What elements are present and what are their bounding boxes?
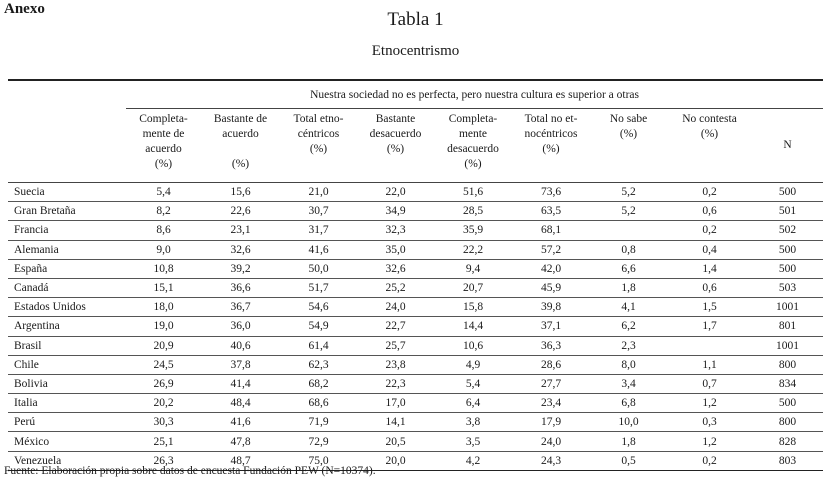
value-cell: 27,7 — [512, 374, 590, 393]
value-cell: 500 — [752, 394, 823, 413]
value-cell: 40,6 — [201, 336, 280, 355]
value-cell: 6,8 — [590, 394, 667, 413]
value-cell: 17,9 — [512, 413, 590, 432]
column-header — [280, 109, 357, 183]
value-cell: 10,0 — [590, 413, 667, 432]
value-cell: 500 — [752, 259, 823, 278]
value-cell: 37,1 — [512, 317, 590, 336]
column-header — [512, 109, 590, 183]
value-cell: 22,7 — [357, 317, 434, 336]
value-cell: 36,0 — [201, 317, 280, 336]
value-cell: 5,4 — [126, 183, 201, 202]
value-cell: 50,0 — [280, 259, 357, 278]
country-column-header — [8, 109, 126, 183]
value-cell: 1,4 — [667, 259, 752, 278]
value-cell: 48,4 — [201, 394, 280, 413]
column-header-label: No sabe — [609, 113, 648, 125]
value-cell: 8,6 — [126, 221, 201, 240]
annex-label: Anexo — [4, 1, 45, 17]
value-cell: 32,6 — [201, 240, 280, 259]
country-cell: Perú — [8, 413, 126, 432]
column-header — [752, 109, 823, 183]
value-cell: 0,6 — [667, 202, 752, 221]
table-row — [8, 278, 823, 297]
value-cell: 5,4 — [434, 374, 512, 393]
value-cell: 1,8 — [590, 278, 667, 297]
value-cell: 5,2 — [590, 202, 667, 221]
value-cell: 23,1 — [201, 221, 280, 240]
value-cell: 0,7 — [667, 374, 752, 393]
value-cell — [590, 221, 667, 240]
value-cell: 1,2 — [667, 394, 752, 413]
column-header — [201, 109, 280, 183]
table-body — [8, 183, 823, 471]
value-cell: 72,9 — [280, 432, 357, 451]
ethnocentrism-table — [8, 79, 823, 471]
value-cell: 17,0 — [357, 394, 434, 413]
value-cell: 63,5 — [512, 202, 590, 221]
column-header-unit: (%) — [231, 158, 250, 170]
column-header-unit: (%) — [464, 158, 482, 170]
column-header-unit: (%) — [154, 158, 173, 170]
value-cell: 25,7 — [357, 336, 434, 355]
column-header — [434, 109, 512, 183]
value-cell: 0,4 — [667, 240, 752, 259]
value-cell: 22,2 — [434, 240, 512, 259]
value-cell: 25,1 — [126, 432, 201, 451]
country-cell: Argentina — [8, 317, 126, 336]
value-cell: 25,2 — [357, 278, 434, 297]
value-cell: 15,8 — [434, 298, 512, 317]
column-header — [590, 109, 667, 183]
value-cell: 21,0 — [280, 183, 357, 202]
value-cell: 36,7 — [201, 298, 280, 317]
column-header — [357, 109, 434, 183]
value-cell: 20,7 — [434, 278, 512, 297]
column-header-label: Total etno- céntricos — [293, 113, 344, 140]
value-cell: 19,0 — [126, 317, 201, 336]
value-cell: 8,0 — [590, 355, 667, 374]
value-cell: 500 — [752, 240, 823, 259]
value-cell: 36,6 — [201, 278, 280, 297]
value-cell: 24,0 — [357, 298, 434, 317]
value-cell: 4,2 — [434, 451, 512, 470]
table-row — [8, 240, 823, 259]
value-cell: 23,8 — [357, 355, 434, 374]
value-cell: 41,6 — [201, 413, 280, 432]
value-cell: 34,9 — [357, 202, 434, 221]
value-cell: 15,6 — [201, 183, 280, 202]
value-cell: 24,5 — [126, 355, 201, 374]
value-cell: 800 — [752, 355, 823, 374]
value-cell: 828 — [752, 432, 823, 451]
value-cell: 800 — [752, 413, 823, 432]
column-header-label: Completa- mente desacuerdo — [447, 113, 499, 155]
value-cell: 2,3 — [590, 336, 667, 355]
value-cell: 22,0 — [357, 183, 434, 202]
value-cell: 0,5 — [590, 451, 667, 470]
value-cell — [667, 336, 752, 355]
country-cell: Estados Unidos — [8, 298, 126, 317]
value-cell: 801 — [752, 317, 823, 336]
value-cell: 18,0 — [126, 298, 201, 317]
value-cell: 26,3 — [126, 451, 201, 470]
table-row — [8, 298, 823, 317]
column-header-unit: (%) — [542, 143, 560, 155]
column-header-unit: (%) — [386, 143, 405, 155]
value-cell: 54,6 — [280, 298, 357, 317]
country-cell: Venezuela — [8, 451, 126, 470]
value-cell: 0,2 — [667, 451, 752, 470]
value-cell: 23,4 — [512, 394, 590, 413]
country-cell: Brasil — [8, 336, 126, 355]
value-cell: 1,2 — [667, 432, 752, 451]
table-row — [8, 432, 823, 451]
column-header-label: No contesta — [682, 113, 737, 125]
country-cell: Bolivia — [8, 374, 126, 393]
value-cell: 32,3 — [357, 221, 434, 240]
table-row — [8, 394, 823, 413]
value-cell: 1,5 — [667, 298, 752, 317]
value-cell: 10,8 — [126, 259, 201, 278]
table-row — [8, 336, 823, 355]
value-cell: 0,6 — [667, 278, 752, 297]
value-cell: 73,6 — [512, 183, 590, 202]
value-cell: 20,0 — [357, 451, 434, 470]
value-cell: 502 — [752, 221, 823, 240]
value-cell: 41,6 — [280, 240, 357, 259]
value-cell: 45,9 — [512, 278, 590, 297]
value-cell: 22,6 — [201, 202, 280, 221]
value-cell: 8,2 — [126, 202, 201, 221]
value-cell: 0,3 — [667, 413, 752, 432]
value-cell: 68,2 — [280, 374, 357, 393]
value-cell: 501 — [752, 202, 823, 221]
value-cell: 35,0 — [357, 240, 434, 259]
value-cell: 10,6 — [434, 336, 512, 355]
column-header-label: Bastante de acuerdo — [213, 113, 268, 140]
country-cell: Suecia — [8, 183, 126, 202]
value-cell: 3,8 — [434, 413, 512, 432]
value-cell: 6,4 — [434, 394, 512, 413]
value-cell: 6,2 — [590, 317, 667, 336]
value-cell: 30,7 — [280, 202, 357, 221]
table-row — [8, 259, 823, 278]
value-cell: 68,1 — [512, 221, 590, 240]
value-cell: 1,7 — [667, 317, 752, 336]
value-cell: 500 — [752, 183, 823, 202]
column-header-label: Total no et- nocéntricos — [524, 113, 578, 140]
value-cell: 71,9 — [280, 413, 357, 432]
value-cell: 14,1 — [357, 413, 434, 432]
value-cell: 24,0 — [512, 432, 590, 451]
table-row — [8, 202, 823, 221]
value-cell: 15,1 — [126, 278, 201, 297]
column-header-label: Bastante desacuerdo — [369, 113, 422, 140]
value-cell: 28,5 — [434, 202, 512, 221]
header-blank-cell — [8, 80, 126, 109]
value-cell: 20,5 — [357, 432, 434, 451]
value-cell: 48,7 — [201, 451, 280, 470]
value-cell: 1001 — [752, 336, 823, 355]
value-cell: 14,4 — [434, 317, 512, 336]
value-cell: 803 — [752, 451, 823, 470]
country-cell: Alemania — [8, 240, 126, 259]
column-header-unit: (%) — [700, 128, 719, 140]
super-header: Nuestra sociedad no es perfecta, pero nuestra cultura es superior a otras — [126, 80, 823, 109]
table-row — [8, 221, 823, 240]
value-cell: 1,1 — [667, 355, 752, 374]
country-cell: Gran Bretaña — [8, 202, 126, 221]
column-header-unit: (%) — [619, 128, 638, 140]
column-header-unit: (%) — [309, 143, 328, 155]
table-title: Tabla 1 — [387, 9, 444, 30]
table-row — [8, 183, 823, 202]
table-row — [8, 374, 823, 393]
value-cell: 30,3 — [126, 413, 201, 432]
value-cell: 5,2 — [590, 183, 667, 202]
value-cell: 20,9 — [126, 336, 201, 355]
country-cell: Canadá — [8, 278, 126, 297]
value-cell: 51,7 — [280, 278, 357, 297]
value-cell: 834 — [752, 374, 823, 393]
source-footnote: Fuente: Elaboración propia sobre datos de encuesta Fundación PEW (N=10374). — [4, 465, 376, 477]
country-cell: Italia — [8, 394, 126, 413]
value-cell: 28,6 — [512, 355, 590, 374]
table-row — [8, 413, 823, 432]
value-cell: 0,8 — [590, 240, 667, 259]
value-cell: 61,4 — [280, 336, 357, 355]
value-cell: 0,2 — [667, 183, 752, 202]
value-cell: 32,6 — [357, 259, 434, 278]
column-header — [667, 109, 752, 183]
value-cell: 3,4 — [590, 374, 667, 393]
column-header-label: Completa- mente de acuerdo — [139, 113, 188, 155]
column-header-label: N — [783, 139, 792, 151]
value-cell: 42,0 — [512, 259, 590, 278]
value-cell: 31,7 — [280, 221, 357, 240]
value-cell: 51,6 — [434, 183, 512, 202]
value-cell: 54,9 — [280, 317, 357, 336]
value-cell: 37,8 — [201, 355, 280, 374]
table-row — [8, 355, 823, 374]
table-row — [8, 317, 823, 336]
table-subtitle: Etnocentrismo — [371, 43, 460, 59]
value-cell: 41,4 — [201, 374, 280, 393]
country-cell: Chile — [8, 355, 126, 374]
value-cell: 1,8 — [590, 432, 667, 451]
value-cell: 35,9 — [434, 221, 512, 240]
value-cell: 26,9 — [126, 374, 201, 393]
value-cell: 68,6 — [280, 394, 357, 413]
value-cell: 4,1 — [590, 298, 667, 317]
value-cell: 24,3 — [512, 451, 590, 470]
value-cell: 9,0 — [126, 240, 201, 259]
value-cell: 0,2 — [667, 221, 752, 240]
value-cell: 9,4 — [434, 259, 512, 278]
value-cell: 4,9 — [434, 355, 512, 374]
value-cell: 22,3 — [357, 374, 434, 393]
value-cell: 20,2 — [126, 394, 201, 413]
value-cell: 6,6 — [590, 259, 667, 278]
country-cell: Francia — [8, 221, 126, 240]
value-cell: 39,2 — [201, 259, 280, 278]
country-cell: México — [8, 432, 126, 451]
value-cell: 503 — [752, 278, 823, 297]
value-cell: 39,8 — [512, 298, 590, 317]
value-cell: 62,3 — [280, 355, 357, 374]
country-cell: España — [8, 259, 126, 278]
column-header — [126, 109, 201, 183]
value-cell: 3,5 — [434, 432, 512, 451]
value-cell: 57,2 — [512, 240, 590, 259]
value-cell: 36,3 — [512, 336, 590, 355]
value-cell: 75,0 — [280, 451, 357, 470]
value-cell: 1001 — [752, 298, 823, 317]
value-cell: 47,8 — [201, 432, 280, 451]
